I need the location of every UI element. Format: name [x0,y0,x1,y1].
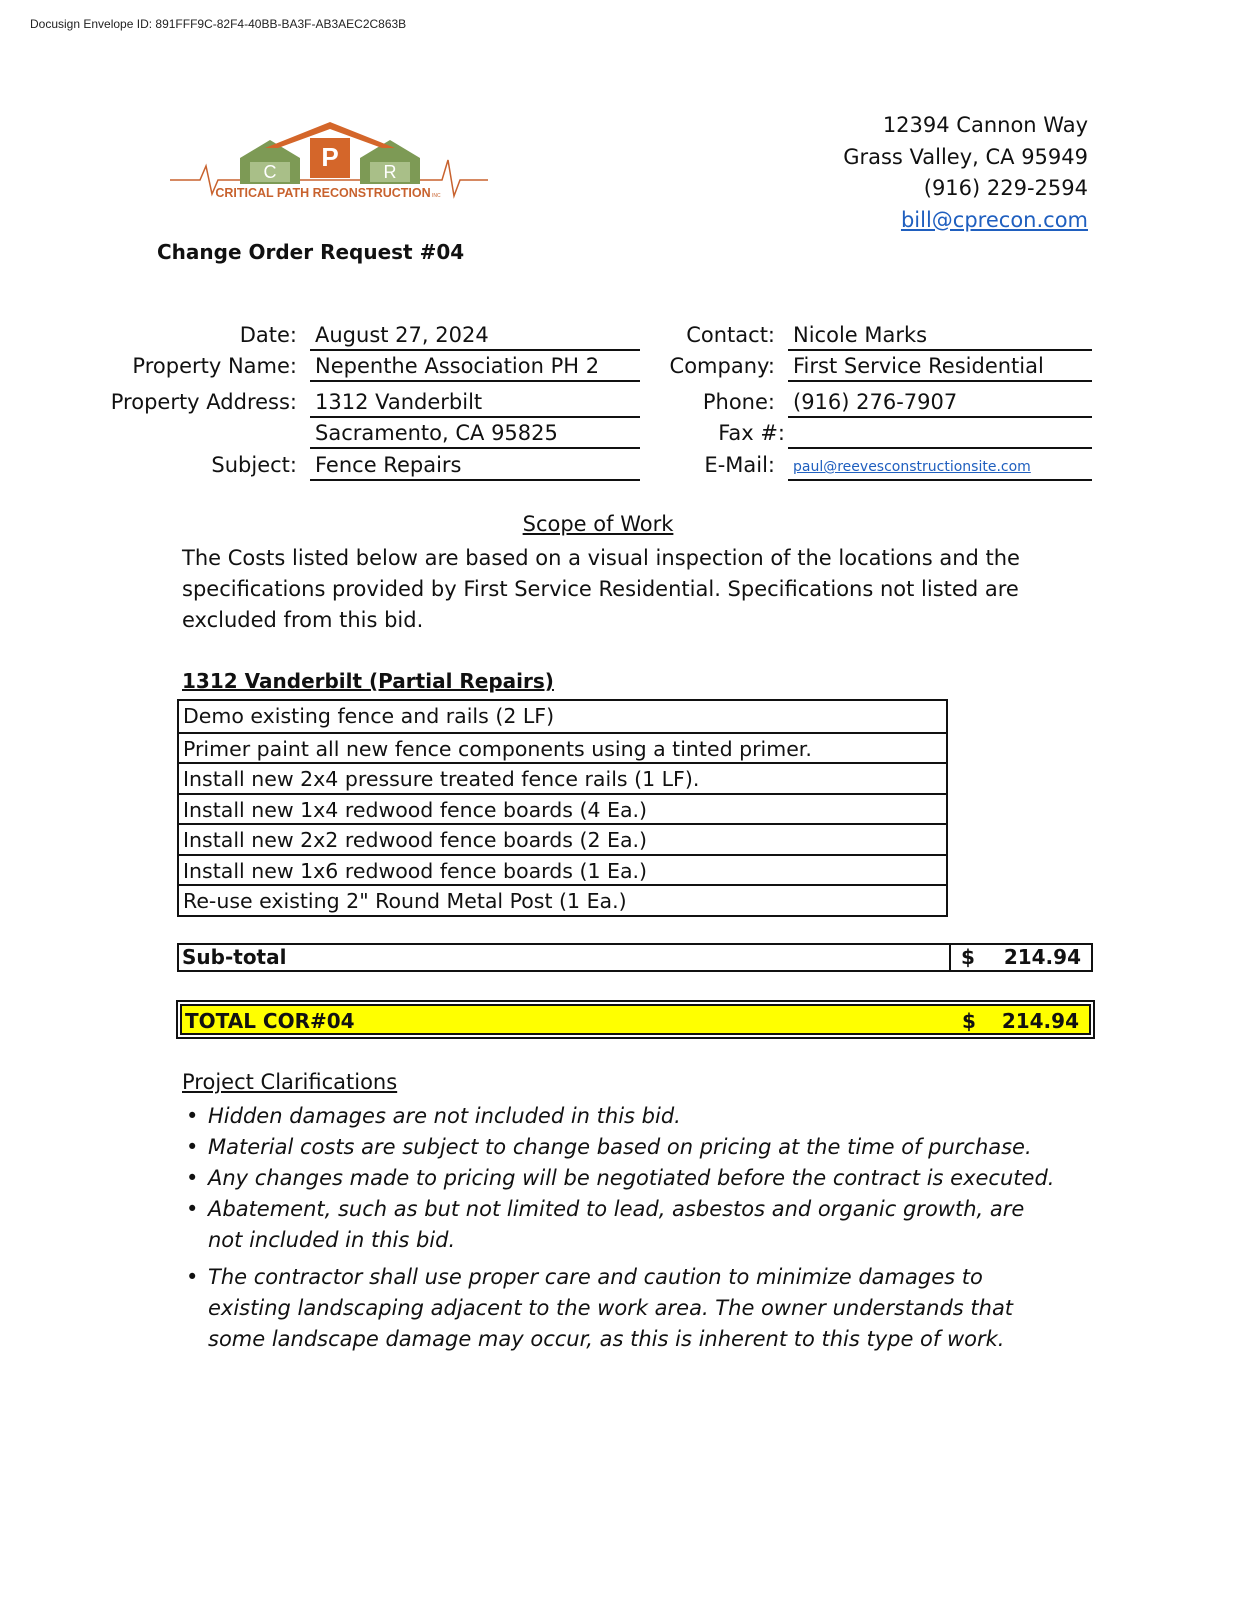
bullet-icon: • [186,1265,199,1289]
company-label: Company: [669,354,775,378]
subtotal-label: Sub-total [182,945,287,969]
contact-field: Nicole Marks [788,319,1092,351]
work-item-row: Re-use existing 2" Round Metal Post (1 Ea.) [179,884,946,915]
clarification-text: The contractor shall use proper care and caution to minimize damages to existing landscaping adjacent to the work area. The owner understands that some landscape damage may occur, as this is inherent to this type of work. [208,1265,1014,1351]
work-item-row: Install new 1x6 redwood fence boards (1 Ea.) [179,854,946,885]
clarification-item [182,1194,1062,1256]
address-line1-field: 1312 Vanderbilt [310,386,640,418]
work-item-row: Install new 2x4 pressure treated fence rails (1 LF). [179,762,946,793]
subtotal-amount: 214.94 [1003,945,1081,969]
company-email-link[interactable]: bill@cprecon.com [900,207,1088,232]
fax-label: Fax #: [718,421,785,445]
date-label: Date: [239,323,297,347]
clarifications-list [182,1101,1062,1355]
clarification-text: Any changes made to pricing will be negotiated before the contract is executed. [208,1166,1055,1190]
total-currency: $ [962,1009,976,1033]
phone-label: Phone: [702,390,775,414]
logo-text: CRITICAL PATH RECONSTRUCTION [215,186,431,200]
logo-graphic [170,118,490,208]
clarification-text: Material costs are subject to change based on pricing at the time of purchase. [208,1135,1032,1159]
clarification-item [182,1101,1062,1132]
clarification-item [182,1262,1062,1355]
total-row [176,1000,1095,1039]
company-phone: (916) 229-2594 [923,176,1088,200]
property-name-field: Nepenthe Association PH 2 [310,350,640,382]
work-item-row: Install new 1x4 redwood fence boards (4 Ea.) [179,793,946,824]
logo-letter-p: P [321,142,339,172]
scope-text: The Costs listed below are based on a visual inspection of the locations and the specifications provided by First Service Residential. Specifications not listed are excluded from this bid. [182,546,1020,632]
company-field: First Service Residential [788,350,1092,382]
clarification-text: Abatement, such as but not limited to lead, asbestos and organic growth, are not included in this bid. [208,1197,1025,1252]
bullet-icon: • [186,1135,199,1159]
scope-heading: Scope of Work [522,512,674,536]
bullet-icon: • [186,1104,199,1128]
total-amount: 214.94 [1001,1009,1079,1033]
clarification-text: Hidden damages are not included in this bid. [208,1104,681,1128]
subtotal-row [177,943,1093,972]
bullet-icon: • [186,1166,199,1190]
email-link[interactable]: paul@reevesconstructionsite.com [788,449,1092,481]
subject-field: Fence Repairs [310,449,640,481]
work-item-row: Demo existing fence and rails (2 LF) [183,704,555,728]
bullet-icon: • [186,1197,199,1221]
work-item-row: Primer paint all new fence components using a tinted primer. [179,732,946,763]
property-address-label: Property Address: [110,390,297,414]
total-highlight [180,1004,1091,1035]
company-street: 12394 Cannon Way [882,113,1088,137]
section-title: 1312 Vanderbilt (Partial Repairs) [182,669,554,693]
date-field: August 27, 2024 [310,319,640,351]
total-label: TOTAL COR#04 [185,1009,355,1033]
address-line2-field: Sacramento, CA 95825 [310,417,640,449]
logo-suffix: INC [432,193,441,199]
subject-label: Subject: [211,453,297,477]
document-title: Change Order Request #04 [157,240,465,264]
clarification-item [182,1132,1062,1163]
clarification-item [182,1163,1062,1194]
work-items-table [177,699,948,917]
work-item-row: Install new 2x2 redwood fence boards (2 Ea.) [179,823,946,854]
phone-field: (916) 276-7907 [788,386,1092,418]
company-logo [170,118,490,208]
logo-letter-c: C [263,162,277,182]
subtotal-currency: $ [949,945,975,970]
email-label: E-Mail: [704,453,775,477]
fax-field [788,417,1092,449]
property-name-label: Property Name: [132,354,297,378]
logo-letter-r: R [383,162,397,182]
contact-label: Contact: [686,323,775,347]
clarifications-heading: Project Clarifications [182,1070,398,1094]
envelope-id: Docusign Envelope ID: 891FFF9C-82F4-40BB-BA3F-AB3AEC2C863B [30,17,407,31]
company-city: Grass Valley, CA 95949 [843,144,1088,169]
company-address [843,110,1088,236]
